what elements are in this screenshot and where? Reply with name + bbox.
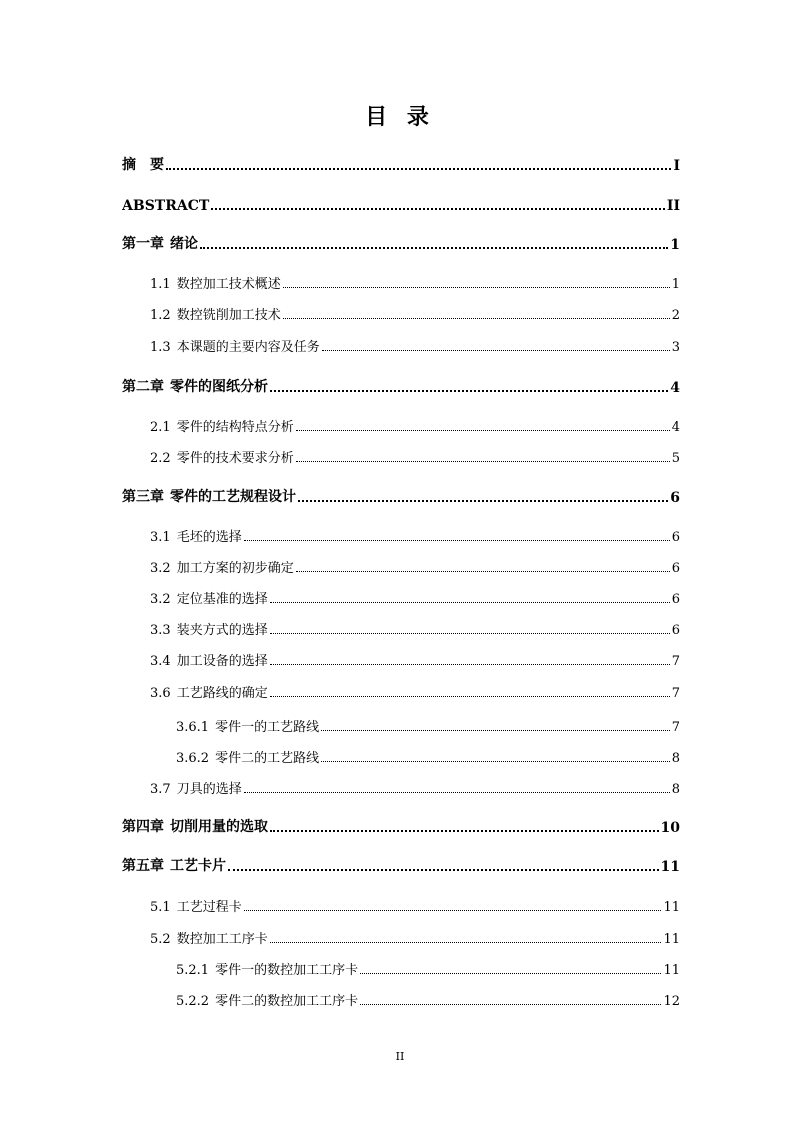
toc-entry-page: 6 bbox=[671, 530, 680, 545]
toc-entry[interactable] bbox=[122, 853, 680, 875]
toc-entry-page: 1 bbox=[671, 277, 680, 292]
toc-entry-page: 11 bbox=[663, 963, 680, 978]
toc-entry-number: 3.6.1 bbox=[176, 720, 210, 735]
toc-entry-label: 摘 要 bbox=[122, 157, 164, 173]
dot-leader bbox=[211, 207, 665, 210]
page-title: 目 录 bbox=[365, 104, 435, 130]
dot-leader bbox=[270, 632, 670, 634]
dot-leader bbox=[296, 429, 670, 431]
toc-entry-page: 6 bbox=[671, 623, 680, 638]
dot-leader bbox=[200, 246, 668, 249]
toc-entry-number: 3.6.2 bbox=[176, 751, 210, 766]
toc-entry[interactable] bbox=[150, 333, 680, 355]
dot-leader bbox=[270, 663, 670, 665]
dot-leader bbox=[270, 601, 670, 603]
dot-leader bbox=[296, 570, 670, 572]
dot-leader bbox=[298, 499, 668, 502]
toc-entry-page: 4 bbox=[671, 420, 680, 435]
dot-leader bbox=[244, 791, 670, 793]
toc-entry[interactable] bbox=[150, 270, 680, 292]
toc-entry-label: 工艺卡片 bbox=[170, 858, 226, 874]
toc-entry-number: 3.2 bbox=[150, 561, 171, 576]
toc-entry-page: 11 bbox=[663, 932, 680, 947]
toc-entry[interactable] bbox=[150, 523, 680, 545]
toc-entry-number: 第一章 bbox=[122, 236, 164, 252]
dot-leader bbox=[166, 167, 671, 170]
toc-entry-page: 2 bbox=[671, 308, 680, 323]
dot-leader bbox=[321, 760, 670, 762]
toc-entry-page: II bbox=[666, 198, 680, 214]
toc-entry-number: 3.1 bbox=[150, 530, 171, 545]
toc-entry-page: 7 bbox=[671, 654, 680, 669]
toc-entry[interactable] bbox=[176, 987, 680, 1009]
toc-entry-number: 3.4 bbox=[150, 654, 171, 669]
toc-entry-page: 4 bbox=[670, 380, 680, 396]
toc-entry-page: 11 bbox=[660, 859, 680, 875]
toc-entry-page: 3 bbox=[671, 340, 680, 355]
toc-entry-number: 3.2 bbox=[150, 592, 171, 607]
toc-entry-label: 毛坯的选择 bbox=[176, 530, 242, 545]
toc-entry-number: 第四章 bbox=[122, 819, 164, 835]
toc-entry[interactable] bbox=[150, 444, 680, 466]
dot-leader bbox=[360, 972, 661, 974]
toc-entry[interactable] bbox=[122, 192, 680, 214]
toc-entry-number: 5.2 bbox=[150, 932, 171, 947]
toc-entry-label: 绪论 bbox=[170, 236, 198, 252]
toc-entry[interactable] bbox=[150, 554, 680, 576]
toc-entry-page: 8 bbox=[671, 751, 680, 766]
toc-entry-label: 数控加工技术概述 bbox=[176, 277, 281, 292]
dot-leader bbox=[321, 729, 670, 731]
toc-entry[interactable] bbox=[122, 814, 680, 836]
toc-entry-page: 6 bbox=[671, 592, 680, 607]
toc-entry[interactable] bbox=[176, 713, 680, 735]
toc-entry-page: I bbox=[673, 158, 680, 174]
dot-leader bbox=[270, 389, 668, 392]
dot-leader bbox=[296, 460, 670, 462]
dot-leader bbox=[270, 829, 659, 832]
dot-leader bbox=[283, 286, 670, 288]
toc-entry-page: 7 bbox=[671, 720, 680, 735]
toc-entry-number: 1.2 bbox=[150, 308, 171, 323]
toc-entry-label: 加工方案的初步确定 bbox=[176, 561, 294, 576]
dot-leader bbox=[322, 349, 670, 351]
dot-leader bbox=[360, 1003, 661, 1005]
toc-entry-number: 5.2.1 bbox=[176, 963, 210, 978]
toc-entry-number: 1.1 bbox=[150, 277, 171, 292]
toc-entry-label: 加工设备的选择 bbox=[176, 654, 268, 669]
toc-entry-page: 5 bbox=[671, 451, 680, 466]
toc-entry-number: 5.1 bbox=[150, 900, 171, 915]
toc-entry[interactable] bbox=[150, 775, 680, 797]
toc-entry-page: 12 bbox=[663, 994, 680, 1009]
toc-entry-number: 3.3 bbox=[150, 623, 171, 638]
toc-entry-number: 2.1 bbox=[150, 420, 171, 435]
toc-entry[interactable] bbox=[122, 152, 680, 174]
toc-entry[interactable] bbox=[122, 374, 680, 396]
dot-leader bbox=[270, 695, 670, 697]
toc-entry-label: 零件的结构特点分析 bbox=[176, 420, 294, 435]
toc-entry[interactable] bbox=[150, 413, 680, 435]
toc-entry-label: 零件的图纸分析 bbox=[170, 379, 268, 395]
toc-entry[interactable] bbox=[150, 925, 680, 947]
toc-entry-label: ABSTRACT bbox=[122, 198, 210, 214]
toc-entry[interactable] bbox=[176, 956, 680, 978]
toc-entry-label: 零件的技术要求分析 bbox=[176, 451, 294, 466]
toc-entry[interactable] bbox=[150, 893, 680, 915]
toc-entry[interactable] bbox=[150, 679, 680, 701]
toc-entry[interactable] bbox=[150, 616, 680, 638]
toc-entry-page: 6 bbox=[671, 561, 680, 576]
toc-entry[interactable] bbox=[122, 231, 680, 253]
toc-entry-number: 1.3 bbox=[150, 340, 171, 355]
dot-leader bbox=[270, 941, 662, 943]
toc-entry-label: 定位基准的选择 bbox=[176, 592, 268, 607]
toc-entry-label: 零件一的数控加工工序卡 bbox=[215, 963, 359, 978]
toc-entry-page: 6 bbox=[670, 490, 680, 506]
toc-entry-label: 数控加工工序卡 bbox=[176, 932, 268, 947]
toc-entry-page: 11 bbox=[663, 900, 680, 915]
toc-entry-number: 第二章 bbox=[122, 379, 164, 395]
toc-entry-label: 零件一的工艺路线 bbox=[215, 720, 320, 735]
toc-entry-label: 装夹方式的选择 bbox=[176, 623, 268, 638]
toc-entry-label: 工艺路线的确定 bbox=[176, 686, 268, 701]
dot-leader bbox=[244, 909, 662, 911]
toc-entry-number: 第五章 bbox=[122, 858, 164, 874]
toc-entry-label: 零件二的数控加工工序卡 bbox=[215, 994, 359, 1009]
toc-entry-page: 7 bbox=[671, 686, 680, 701]
toc-entry-number: 3.6 bbox=[150, 686, 171, 701]
toc-entry[interactable] bbox=[150, 647, 680, 669]
toc-entry[interactable] bbox=[122, 484, 680, 506]
toc-entry-page: 10 bbox=[660, 820, 680, 836]
page-number: II bbox=[395, 1050, 405, 1063]
toc-entry-number: 3.7 bbox=[150, 782, 171, 797]
toc-entry-number: 2.2 bbox=[150, 451, 171, 466]
toc-entry-label: 零件二的工艺路线 bbox=[215, 751, 320, 766]
dot-leader bbox=[283, 317, 670, 319]
toc-entry-label: 工艺过程卡 bbox=[176, 900, 242, 915]
toc-entry-number: 5.2.2 bbox=[176, 994, 210, 1009]
toc-entry-label: 切削用量的选取 bbox=[170, 819, 268, 835]
dot-leader bbox=[228, 868, 659, 871]
toc-entry-label: 本课题的主要内容及任务 bbox=[176, 340, 320, 355]
toc-entry[interactable] bbox=[176, 744, 680, 766]
toc-entry-label: 数控铣削加工技术 bbox=[176, 308, 281, 323]
toc-entry-label: 刀具的选择 bbox=[176, 782, 242, 797]
toc-entry[interactable] bbox=[150, 585, 680, 607]
toc-entry-page: 1 bbox=[670, 237, 680, 253]
dot-leader bbox=[244, 539, 670, 541]
toc-entry-page: 8 bbox=[671, 782, 680, 797]
toc-entry-number: 第三章 bbox=[122, 489, 164, 505]
toc-entry-label: 零件的工艺规程设计 bbox=[170, 489, 296, 505]
toc-entry[interactable] bbox=[150, 301, 680, 323]
